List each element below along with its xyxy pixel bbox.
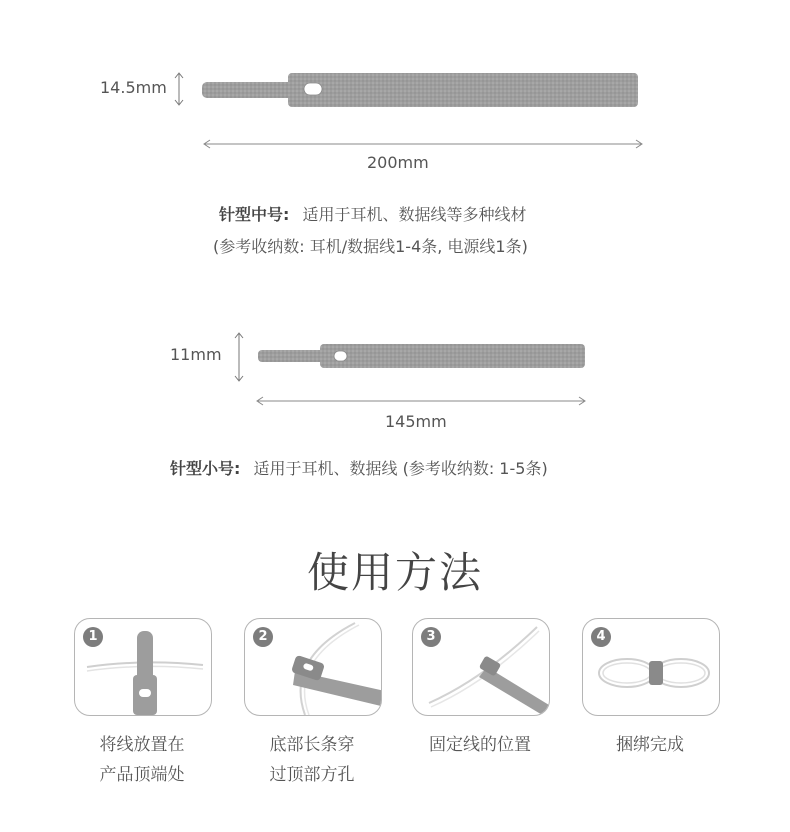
medium-note: (参考收纳数: 耳机/数据线1-4条, 电源线1条) [213,237,528,256]
step-1-caption-line1: 将线放置在 [99,735,185,755]
small-length-label: 145mm [385,412,447,431]
small-title: 针型小号: [170,459,241,478]
step-2-card [244,618,382,716]
step-1-caption-line2: 产品顶端处 [99,765,185,785]
small-length-arrow [256,395,586,407]
step-1-card [74,618,212,716]
small-strap-image [256,342,588,370]
step-2-caption-line1: 底部长条穿 [269,735,355,755]
step-1-badge: 1 [83,627,103,647]
step-3-badge: 3 [421,627,441,647]
medium-length-label: 200mm [367,153,429,172]
small-description [170,456,548,479]
medium-description [219,202,527,225]
step-3-caption [400,730,560,760]
step-3-card [412,618,550,716]
medium-desc: 适用于耳机、数据线等多种线材 [302,205,527,224]
usage-heading: 使用方法 [306,548,483,597]
medium-length-arrow [203,138,643,150]
step-2-badge: 2 [253,627,273,647]
step-4-card [582,618,720,716]
step-3-caption-line1: 固定线的位置 [429,735,531,755]
step-2-caption [232,730,392,790]
medium-title: 针型中号: [219,205,290,224]
step-1-caption [62,730,222,790]
small-width-label: 11mm [170,345,222,364]
medium-strap-image [200,70,642,108]
step-4-badge: 4 [591,627,611,647]
medium-width-label: 14.5mm [100,78,167,97]
step-4-caption-line1: 捆绑完成 [616,735,684,755]
step-4-caption [570,730,730,760]
small-desc: 适用于耳机、数据线 (参考收纳数: 1-5条) [253,459,548,478]
medium-width-arrow [172,72,186,106]
step-2-caption-line2: 过顶部方孔 [269,765,355,785]
small-width-arrow [232,332,246,382]
